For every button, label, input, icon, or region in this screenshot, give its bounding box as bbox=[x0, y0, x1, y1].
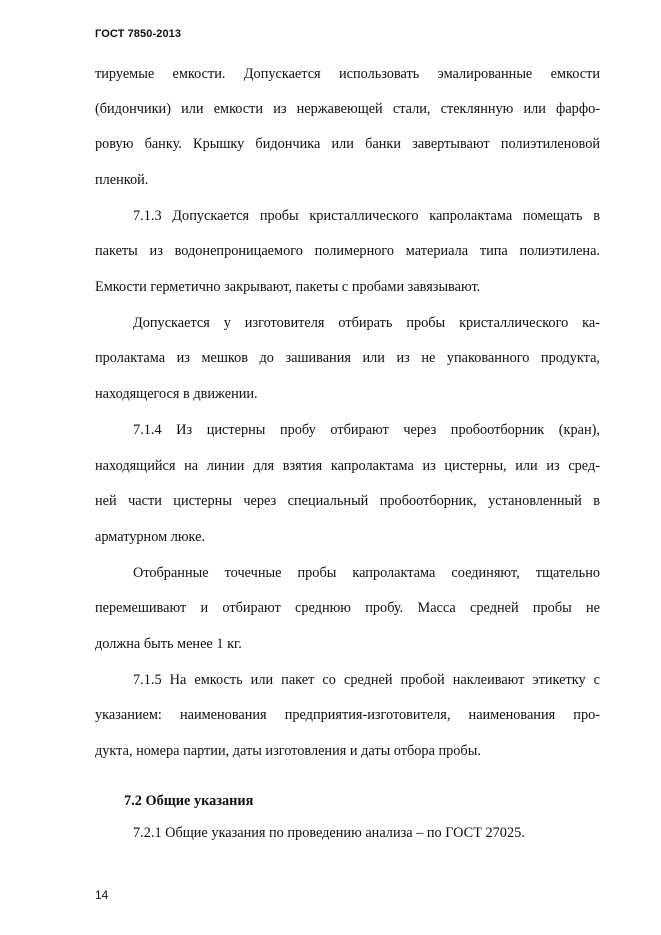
text-line: Емкости герметично закрывают, пакеты с пробами завязывают. bbox=[95, 279, 481, 295]
text-line: пролактама из мешков до зашивания или из не упакованного продукта, bbox=[95, 350, 600, 366]
text-line: арматурном люке. bbox=[95, 529, 206, 545]
text-line: ровую банку. Крышку бидончика или банки завертывают полиэтиленовой bbox=[95, 136, 600, 152]
text-line: пакеты из водонепроницаемого полимерного материала типа полиэтилена. bbox=[95, 243, 600, 259]
paragraph-start: Отобранные точечные пробы капролактама соединяют, тщательно bbox=[133, 565, 600, 581]
text-line: (бидончики) или емкости из нержавеющей стали, стеклянную или фарфо- bbox=[95, 101, 600, 117]
text-line: пленкой. bbox=[95, 172, 149, 188]
page-number: 14 bbox=[95, 888, 109, 902]
text-line: должна быть менее 1 кг. bbox=[95, 636, 242, 652]
text-line: находящийся на линии для взятия капролактама из цистерны, или из сред- bbox=[95, 458, 600, 474]
text-line: тируемые емкости. Допускается использовать эмалированные емкости bbox=[95, 66, 600, 82]
text-line: дукта, номера партии, даты изготовления и даты отбора пробы. bbox=[95, 743, 481, 759]
text-line: указанием: наименования предприятия-изготовителя, наименования про- bbox=[95, 707, 600, 723]
paragraph-start-7-1-3: 7.1.3 Допускается пробы кристаллического капролактама помещать в bbox=[133, 208, 600, 224]
text-line: перемешивают и отбирают среднюю пробу. Масса средней пробы не bbox=[95, 600, 600, 616]
paragraph-start-7-1-5: 7.1.5 На емкость или пакет со средней пробой наклеивают этикетку с bbox=[133, 672, 600, 688]
document-header: ГОСТ 7850-2013 bbox=[95, 28, 182, 40]
text-line: ней части цистерны через специальный пробоотборник, установленный в bbox=[95, 493, 600, 509]
text-line: находящегося в движении. bbox=[95, 386, 258, 402]
paragraph-start-7-1-4: 7.1.4 Из цистерны пробу отбирают через пробоотборник (кран), bbox=[133, 422, 600, 438]
paragraph-start: Допускается у изготовителя отбирать пробы кристаллического ка- bbox=[133, 315, 600, 331]
section-heading: 7.2 Общие указания bbox=[124, 793, 254, 809]
paragraph-start-7-2-1: 7.2.1 Общие указания по проведению анализа – по ГОСТ 27025. bbox=[133, 825, 525, 841]
